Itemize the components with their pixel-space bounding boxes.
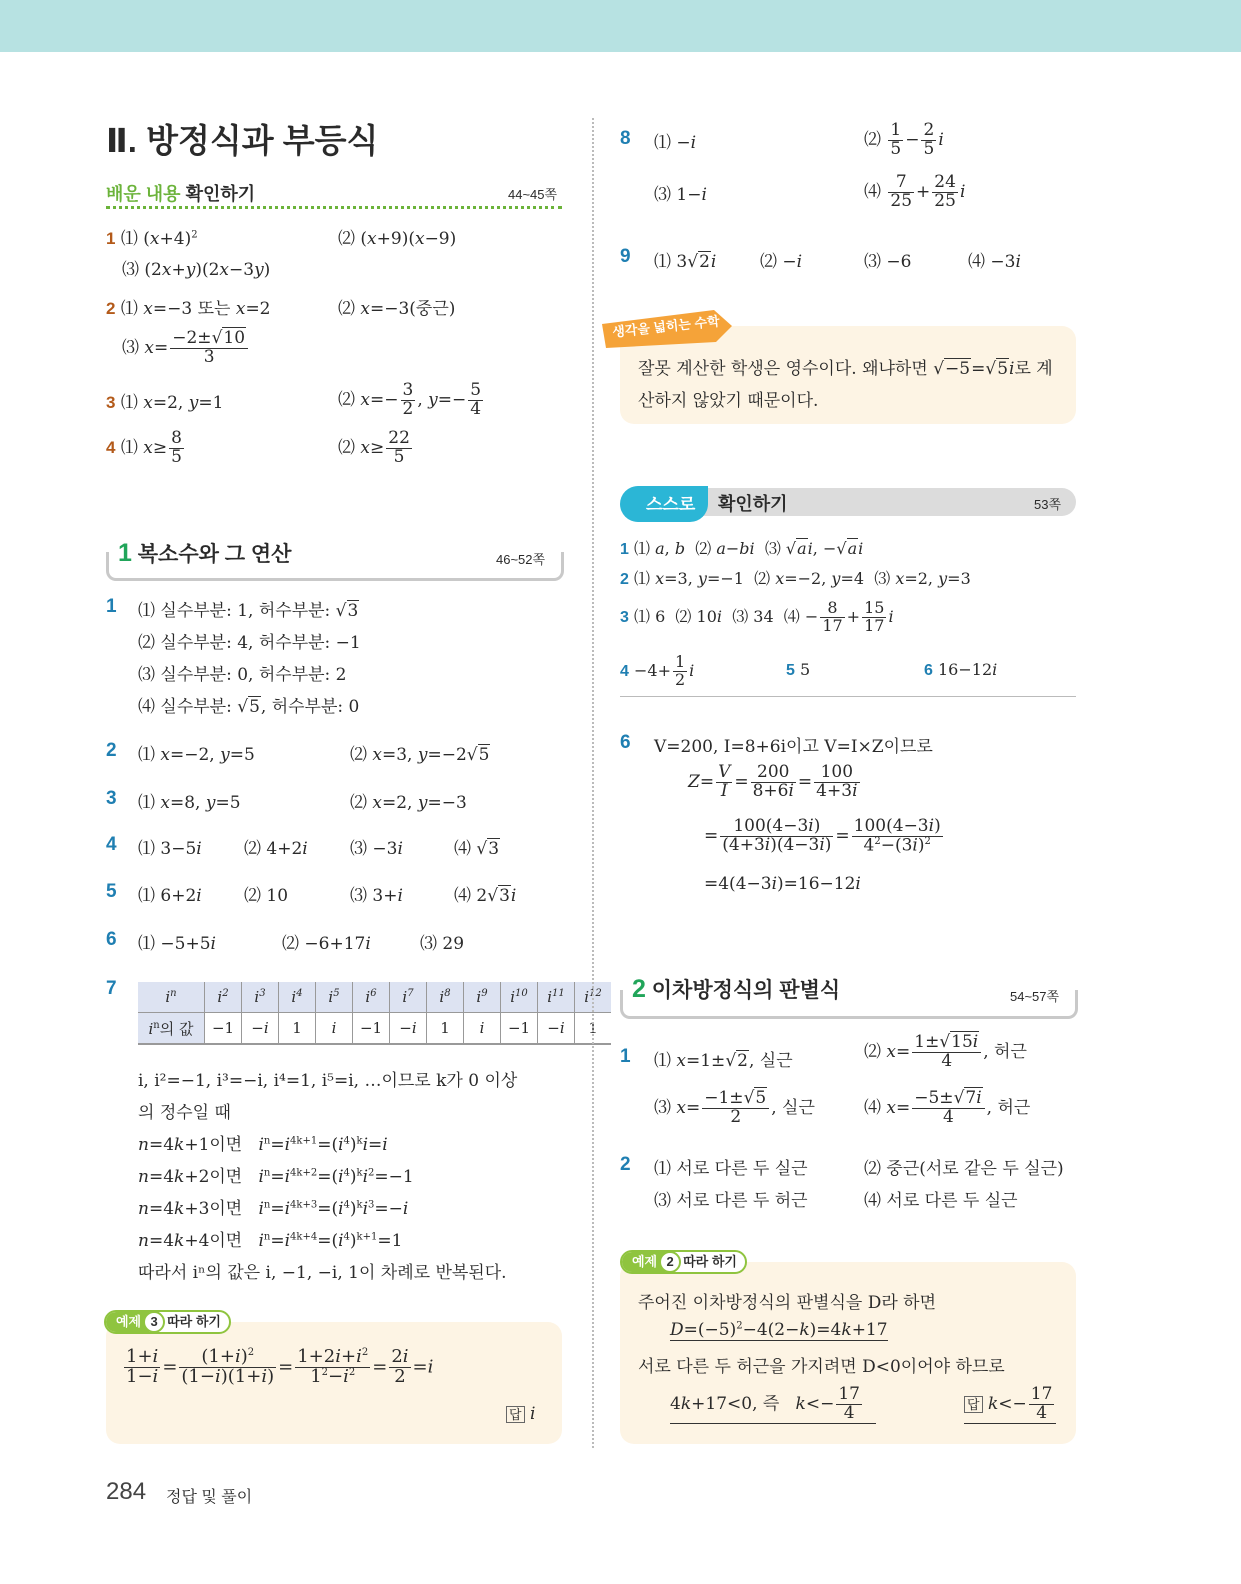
section2-pages: 54~57쪽 <box>1010 989 1060 1004</box>
self-check-pages: 53쪽 <box>1034 497 1062 512</box>
s2-q2-c: ⑶ 서로 다른 두 허근 <box>654 1191 808 1211</box>
sc-q3: 3 ⑴ 6 ⑵ 10i ⑶ 34 ⑷ − $\frac{8}{17}$ + $\frac{15}{17}$ i <box>620 598 894 635</box>
review-q2: 2 ⑴ x=−3 또는 x=2 <box>106 299 271 319</box>
s1-q1-p4-text: ⑷ 실수부분: <box>138 697 232 717</box>
s1-q1-part3: ⑶ 실수부분: 0, 허수부분: 2 <box>138 665 347 685</box>
example2-line4: 4k+17<0, 즉 k<− $\frac{17}{4}$ <box>670 1386 876 1424</box>
review-q3: 3 ⑴ x=2, y=1 <box>106 393 224 413</box>
s1-q4-b: ⑵ 4+2i <box>244 839 308 859</box>
s2-q1-a: ⑴ x=1±√2, 실근 <box>654 1051 793 1071</box>
example3-solution: $\frac{1+i}{1-i}$ = $\frac{(1+i)^2}{(1-i)(1+i)}$ = $\frac{1+2i+i^2}{1^2-i^2}$ = $\frac{2i}{2}$ =i <box>126 1346 434 1387</box>
s1-q7-conclusion: 따라서 iⁿ의 값은 i, −1, −i, 1이 차례로 반복된다. <box>138 1263 507 1283</box>
s1-q5-b: ⑵ 10 <box>244 886 289 906</box>
column-divider <box>592 118 594 1448</box>
example3-badge <box>104 1310 231 1334</box>
q9-d: ⑷ −3i <box>968 252 1021 272</box>
footer-label: 정답 및 풀이 <box>166 1489 253 1506</box>
sc-q6-detail-number: 6 <box>620 732 631 753</box>
s1-q4-c: ⑶ −3i <box>350 839 403 859</box>
thinking-line1: 잘못 계산한 학생은 영수이다. 왜냐하면 √−5=√5i로 계 <box>638 359 1053 379</box>
review-header <box>106 180 255 206</box>
table-header: $i^{12}$ <box>575 982 612 1013</box>
table-header: $i^8$ <box>427 982 464 1013</box>
sc-q4: 4 −4+ $\frac{1}{2}$ i <box>620 652 695 689</box>
s1-q1-p4b-text: , 허수부분: 0 <box>260 697 360 717</box>
s1-q7-case2: n=4k+2이면 $i^n=i^{4k+2}=(i^4)^ki^2=-1$ <box>138 1167 414 1187</box>
review-divider <box>106 206 562 209</box>
s1-q6-number: 6 <box>106 929 117 950</box>
table-cell: i <box>316 1013 353 1045</box>
q9-number: 9 <box>620 246 631 267</box>
table-cell: −1 <box>205 1013 242 1045</box>
sc-divider <box>620 696 1076 697</box>
s2-q1-b: ⑵ x= $\frac{1\pm√15i}{4}$ , 허근 <box>864 1032 1027 1071</box>
s1-q3-b: ⑵ x=2, y=−3 <box>350 793 467 813</box>
table-cell: i <box>464 1013 501 1045</box>
table-cell: 1 <box>427 1013 464 1045</box>
s1-q1-part2: ⑵ 실수부분: 4, 허수부분: −1 <box>138 633 361 653</box>
s2-q1-number: 1 <box>620 1046 631 1067</box>
table-cell: 1 <box>279 1013 316 1045</box>
table-header: $i^4$ <box>279 982 316 1013</box>
section1-title-text: 복소수와 그 연산 <box>137 543 292 566</box>
review-q1-2: ⑵ (x+9)(x−9) <box>338 229 457 249</box>
s1-q4-d: ⑷ √3 <box>454 839 500 859</box>
s1-q7-number: 7 <box>106 978 117 999</box>
table-cell: −i <box>390 1013 427 1045</box>
table-cell: $i^n$의 값 <box>138 1013 205 1045</box>
table-header: $i^5$ <box>316 982 353 1013</box>
section1-title <box>118 538 291 568</box>
section2-title-text: 이차방정식의 판별식 <box>651 979 841 1002</box>
powers-of-i-table <box>138 982 611 1045</box>
table-header: $i^{10}$ <box>501 982 538 1013</box>
q8-c: ⑶ 1−i <box>654 185 707 205</box>
example3-answer: 답 i <box>506 1404 535 1424</box>
s1-q2-a: ⑴ x=−2, y=5 <box>138 745 255 765</box>
thinking-line2: 산하지 않았기 때문이다. <box>638 391 819 411</box>
chapter-title: Ⅱ. 방정식과 부등식 <box>106 122 379 159</box>
review-q1-3: ⑶ (2x+y)(2x−3y) <box>122 260 271 280</box>
sc-q5: 5 5 <box>786 660 811 679</box>
section2-title <box>632 974 840 1004</box>
s1-q7-case4: n=4k+4이면 $i^n=i^{4k+4}=(i^4)^{k+1}=1$ <box>138 1231 403 1251</box>
answer-mark: 답 <box>506 1406 525 1423</box>
example2-tail: 따라 하기 <box>683 1254 737 1269</box>
thinking-tag: 생각을 넓히는 수학 <box>611 313 721 340</box>
s1-q7-line2: 의 정수일 때 <box>138 1103 231 1123</box>
self-check-label-b: 확인하기 <box>718 494 788 514</box>
s2-q2-a: ⑴ 서로 다른 두 실근 <box>654 1159 808 1179</box>
example2-badge <box>620 1250 747 1274</box>
s1-q5-d: ⑷ 2√3i <box>454 886 517 906</box>
s2-q2-b: ⑵ 중근(서로 같은 두 실근) <box>864 1159 1064 1179</box>
review-q4-2: ⑵ x≥ $\frac{22}{5}$ <box>338 428 410 467</box>
s1-q3-number: 3 <box>106 788 117 809</box>
s2-q1-c: ⑶ x= $\frac{-1\pm√5}{2}$ , 실근 <box>654 1088 815 1127</box>
q9-a: ⑴ 3√2i <box>654 252 717 272</box>
sc-q6-step3: =4(4−3i)=16−12i <box>704 874 861 894</box>
review-q1: 1 ⑴ $(x+4)^2$ <box>106 229 198 249</box>
example3-label: 예제 <box>106 1312 149 1332</box>
example2-number: 2 <box>659 1251 681 1273</box>
self-check-label-a: 스스로 <box>646 495 696 514</box>
s1-q4-a: ⑴ 3−5i <box>138 839 202 859</box>
top-color-band <box>0 0 1241 52</box>
s1-q6-a: ⑴ −5+5i <box>138 934 216 954</box>
section2-number: 2 <box>632 975 646 1003</box>
s1-q6-c: ⑶ 29 <box>420 934 465 954</box>
s1-q5-a: ⑴ 6+2i <box>138 886 202 906</box>
q8-b: ⑵ $\frac{1}{5}$ − $\frac{2}{5}$ i <box>864 120 944 159</box>
table-header: $i^{11}$ <box>538 982 575 1013</box>
s1-q2-number: 2 <box>106 740 117 761</box>
s2-q2-number: 2 <box>620 1154 631 1175</box>
sc-q1: 1 ⑴ a, b ⑵ a−bi ⑶ √ai, −√ai <box>620 539 864 558</box>
s1-q7-line1: i, i²=−1, i³=−i, i⁴=1, i⁵=i, …이므로 k가 0 이상 <box>138 1071 518 1091</box>
table-header: $i^9$ <box>464 982 501 1013</box>
review-label-black: 확인하기 <box>185 184 256 204</box>
review-label-green: 배운 내용 <box>106 184 181 204</box>
s1-q5-number: 5 <box>106 881 117 902</box>
s2-q2-d: ⑷ 서로 다른 두 실근 <box>864 1191 1018 1211</box>
thinking-line1b-text: 로 계 <box>1014 359 1053 379</box>
table-header: $i^3$ <box>242 982 279 1013</box>
review-q4: 4 ⑴ x≥ $\frac{8}{5}$ <box>106 428 182 467</box>
table-cell: −1 <box>353 1013 390 1045</box>
s1-q1-part4: ⑷ 실수부분: √5, 허수부분: 0 <box>138 697 360 717</box>
sc-q6: 6 16−12i <box>924 660 998 679</box>
sc-q2: 2 ⑴ x=3, y=−1 ⑵ x=−2, y=4 ⑶ x=2, y=3 <box>620 569 971 588</box>
section1-number: 1 <box>118 539 132 567</box>
review-q2-2: ⑵ x=−3(중근) <box>338 299 456 319</box>
q8-a: ⑴ −i <box>654 133 697 153</box>
s1-q1-part1: ⑴ 실수부분: 1, 허수부분: √3 <box>138 601 359 621</box>
s1-q3-a: ⑴ x=8, y=5 <box>138 793 241 813</box>
q9-b: ⑵ −i <box>760 252 803 272</box>
s1-q5-c: ⑶ 3+i <box>350 886 403 906</box>
example2-answer: 답 k<− $\frac{17}{4}$ <box>964 1386 1056 1424</box>
s1-q1-p1-text: ⑴ 실수부분: 1, 허수부분: <box>138 601 331 621</box>
page-number: 284 <box>106 1478 147 1505</box>
sc-q6-step1: Z= $\frac{V}{I}$ = $\frac{200}{8+6i}$ = $\frac{100}{4+3i}$ <box>688 762 858 801</box>
s1-q1-number: 1 <box>106 596 117 617</box>
section1-pages: 46~52쪽 <box>496 552 546 567</box>
example2-line2: $D=(-5)^2-4(2-k)=4k+17$ <box>670 1320 888 1340</box>
table-header: $i^2$ <box>205 982 242 1013</box>
table-cell: −1 <box>501 1013 538 1045</box>
review-q2-3: ⑶ x= $\frac{-2\pm√10}{3}$ <box>122 330 250 367</box>
thinking-line1-text: 잘못 계산한 학생은 영수이다. 왜냐하면 <box>638 359 928 379</box>
sc-q6-intro: V=200, I=8+6i이고 V=I×Z이므로 <box>654 737 933 757</box>
s1-q6-b: ⑵ −6+17i <box>282 934 371 954</box>
sc-q6-step2: = $\frac{100(4-3i)}{(4+3i)(4-3i)}$ = $\frac{100(4-3i)}{4^2-(3i)^2}$ <box>704 816 941 856</box>
review-pages: 44~45쪽 <box>508 187 558 202</box>
example2-label: 예제 <box>622 1252 665 1272</box>
table-cell: 1 <box>575 1013 612 1045</box>
s1-q7-case3: n=4k+3이면 $i^n=i^{4k+3}=(i^4)^ki^3=-i$ <box>138 1199 409 1219</box>
q8-d: ⑷ $\frac{7}{25}$ + $\frac{24}{25}$ i <box>864 172 966 211</box>
table-header: $i^7$ <box>390 982 427 1013</box>
answer-mark: 답 <box>964 1396 983 1413</box>
q9-c: ⑶ −6 <box>864 252 912 272</box>
example3-tail: 따라 하기 <box>167 1314 221 1329</box>
table-cell: −i <box>242 1013 279 1045</box>
s1-q2-b: ⑵ x=3, y=−2√5 <box>350 745 490 765</box>
table-header: $i^6$ <box>353 982 390 1013</box>
s2-q1-d: ⑷ x= $\frac{-5\pm√7i}{4}$ , 허근 <box>864 1088 1031 1127</box>
review-q3-2: ⑵ x=− $\frac{3}{2}$ , y=− $\frac{5}{4}$ <box>338 380 482 419</box>
example2-line3: 서로 다른 두 허근을 가지려면 D<0이어야 하므로 <box>638 1357 1005 1377</box>
example2-line1: 주어진 이차방정식의 판별식을 D라 하면 <box>638 1293 936 1313</box>
table-header: $i^n$ <box>138 982 205 1013</box>
example3-number: 3 <box>143 1311 165 1333</box>
s1-q7-case1: n=4k+1이면 $i^n=i^{4k+1}=(i^4)^ki=i$ <box>138 1135 388 1155</box>
table-cell: −i <box>538 1013 575 1045</box>
q8-number: 8 <box>620 128 631 149</box>
s1-q4-number: 4 <box>106 834 117 855</box>
